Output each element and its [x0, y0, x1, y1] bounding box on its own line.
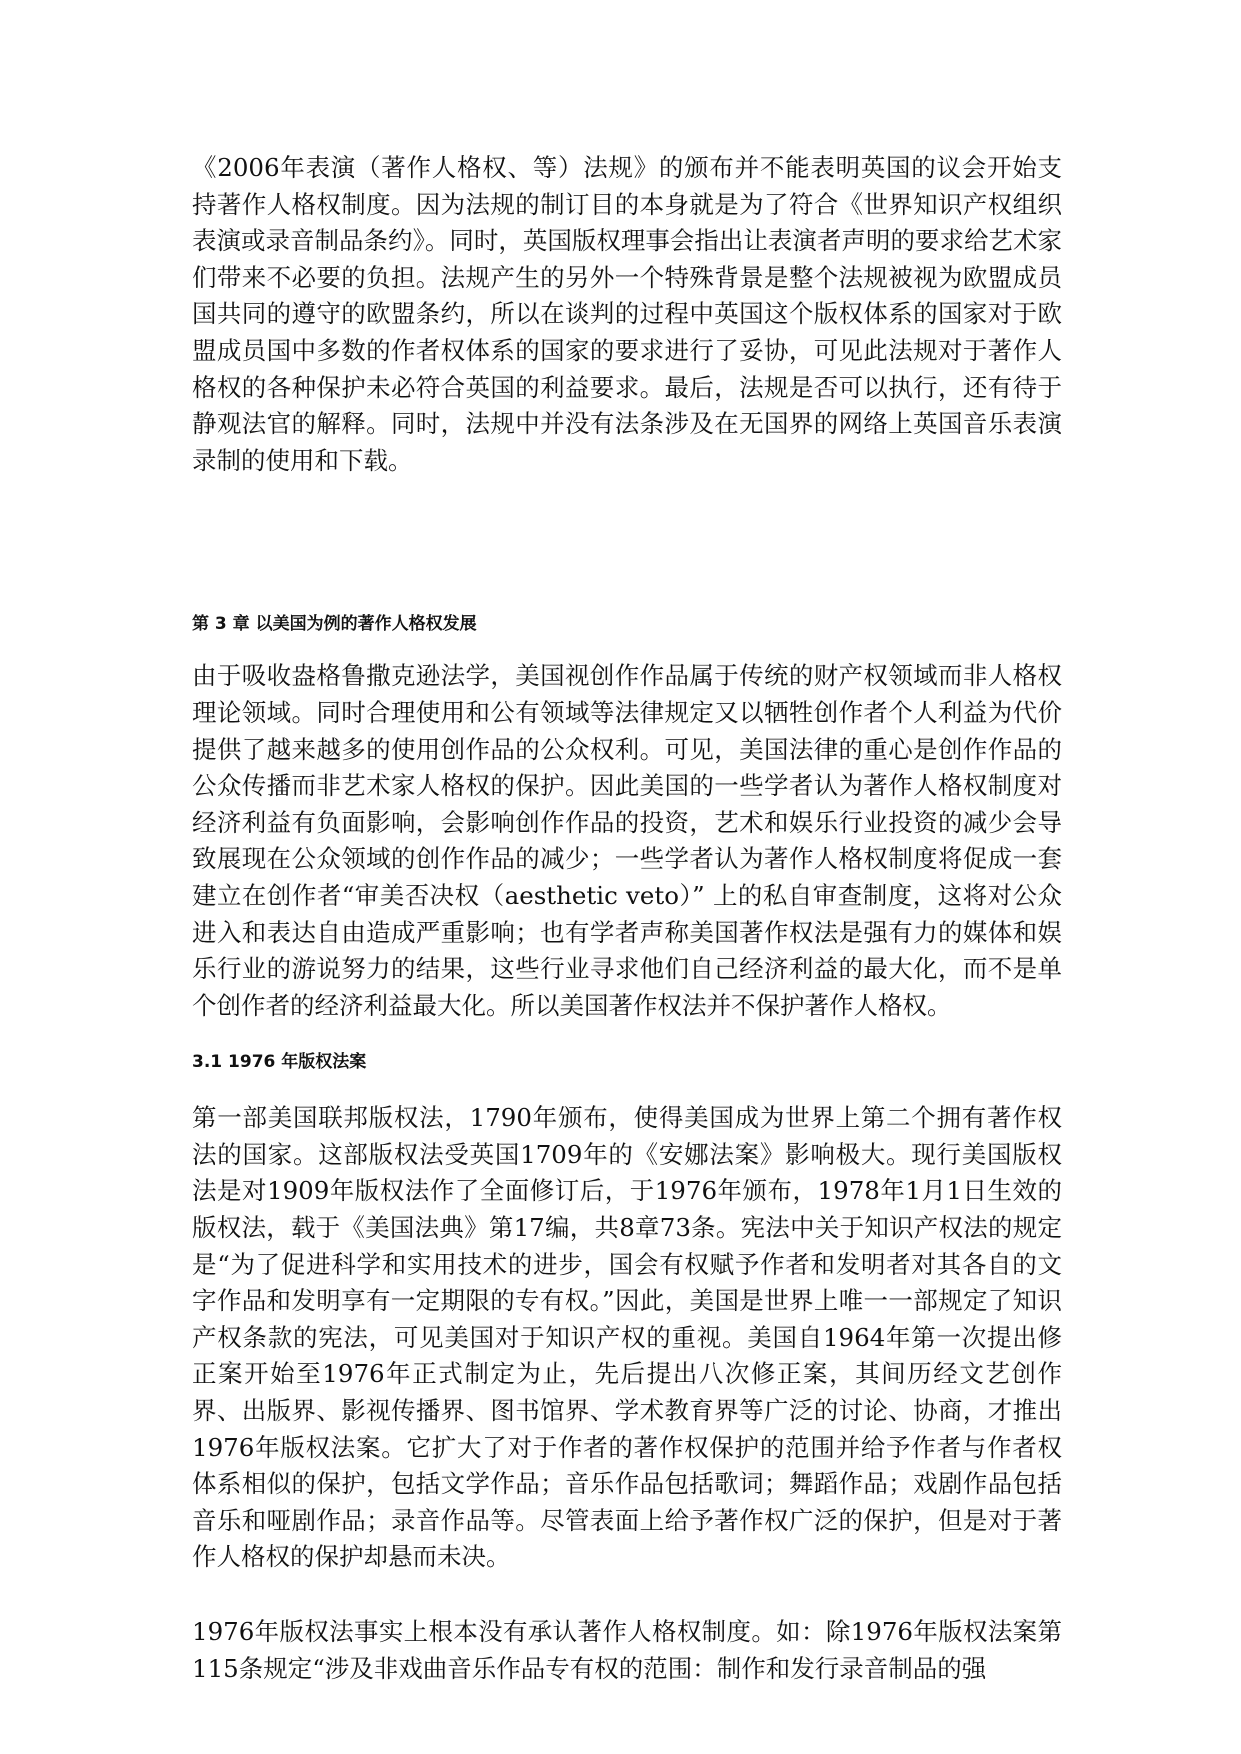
paragraph-us-overview: 由于吸收盎格鲁撒克逊法学，美国视创作作品属于传统的财产权领域而非人格权理论领域。同时合理使用和公有领域等法律规定又以牺牲创作者个人利益为代价提供了越来越多的使用创作品的公众权利。可见，美国法律的重心是创作作品的公众传播而非艺术家人格权的保护。因此美国的一些学者认为著作人格权制度对经济利益有负面影响，会影响创作作品的投资，艺术和娱乐行业投资的减少会导致展现在公众领域的创作作品的减少；一些学者认为著作人格权制度将促成一套建立在创作者“审美否决权（aesthetic veto）” 上的私自审查制度，这将对公众进入和表达自由造成严重影响；也有学者声称美国著作权法是强有力的媒体和娱乐行业的游说努力的结果，这些行业寻求他们自己经济利益的最大化，而不是单个创作者的经济利益最大化。所以美国著作权法并不保护著作人格权。 [192, 661, 1062, 1020]
document-body [192, 150, 1062, 1687]
chapter-heading: 第 3 章 以美国为例的著作人格权发展 [192, 614, 477, 635]
paragraph-us-copyright-history: 第一部美国联邦版权法，1790年颁布，使得美国成为世界上第二个拥有著作权法的国家。这部版权法受英国1709年的《安娜法案》影响极大。现行美国版权法是对1909年版权法作了全面修订后，于1976年颁布，1978年1月1日生效的版权法，载于《美国法典》第17编，共8章73条。宪法中关于知识产权法的规定是“为了促进科学和实用技术的进步，国会有权赋予作者和发明者对其各自的文字作品和发明享有一定期限的专有权。”因此，美国是世界上唯一一部规定了知识产权条款的宪法，可见美国对于知识产权的重视。美国自1964年第一次提出修正案开始至1976年正式制定为止，先后提出八次修正案，其间历经文艺创作界、出版界、影视传播界、图书馆界、学术教育界等广泛的讨论、协商，才推出1976年版权法案。它扩大了对于作者的著作权保护的范围并给予作者与作者权体系相似的保护，包括文学作品；音乐作品包括歌词；舞蹈作品；戏剧作品包括音乐和哑剧作品；录音作品等。尽管表面上给予著作权广泛的保护，但是对于著作人格权的保护却悬而未决。 [192, 1103, 1062, 1572]
paragraph-uk-regulation: 《2006年表演（著作人格权、等）法规》的颁布并不能表明英国的议会开始支持著作人格权制度。因为法规的制订目的本身就是为了符合《世界知识产权组织表演或录音制品条约》。同时，英国版权理事会指出让表演者声明的要求给艺术家们带来不必要的负担。法规产生的另外一个特殊背景是整个法规被视为欧盟成员国共同的遵守的欧盟条约，所以在谈判的过程中英国这个版权体系的国家对于欧盟成员国中多数的作者权体系的国家的要求进行了妥协，可见此法规对于著作人格权的各种保护未必符合英国的利益要求。最后，法规是否可以执行，还有待于静观法官的解释。同时，法规中并没有法条涉及在无国界的网络上英国音乐表演录制的使用和下载。 [192, 153, 1062, 475]
section-heading: 3.1 1976 年版权法案 [192, 1052, 367, 1073]
paragraph-1976-act: 1976年版权法事实上根本没有承认著作人格权制度。如：除1976年版权法案第115条规定“涉及非戏曲音乐作品专有权的范围：制作和发行录音制品的强 [192, 1617, 1062, 1683]
